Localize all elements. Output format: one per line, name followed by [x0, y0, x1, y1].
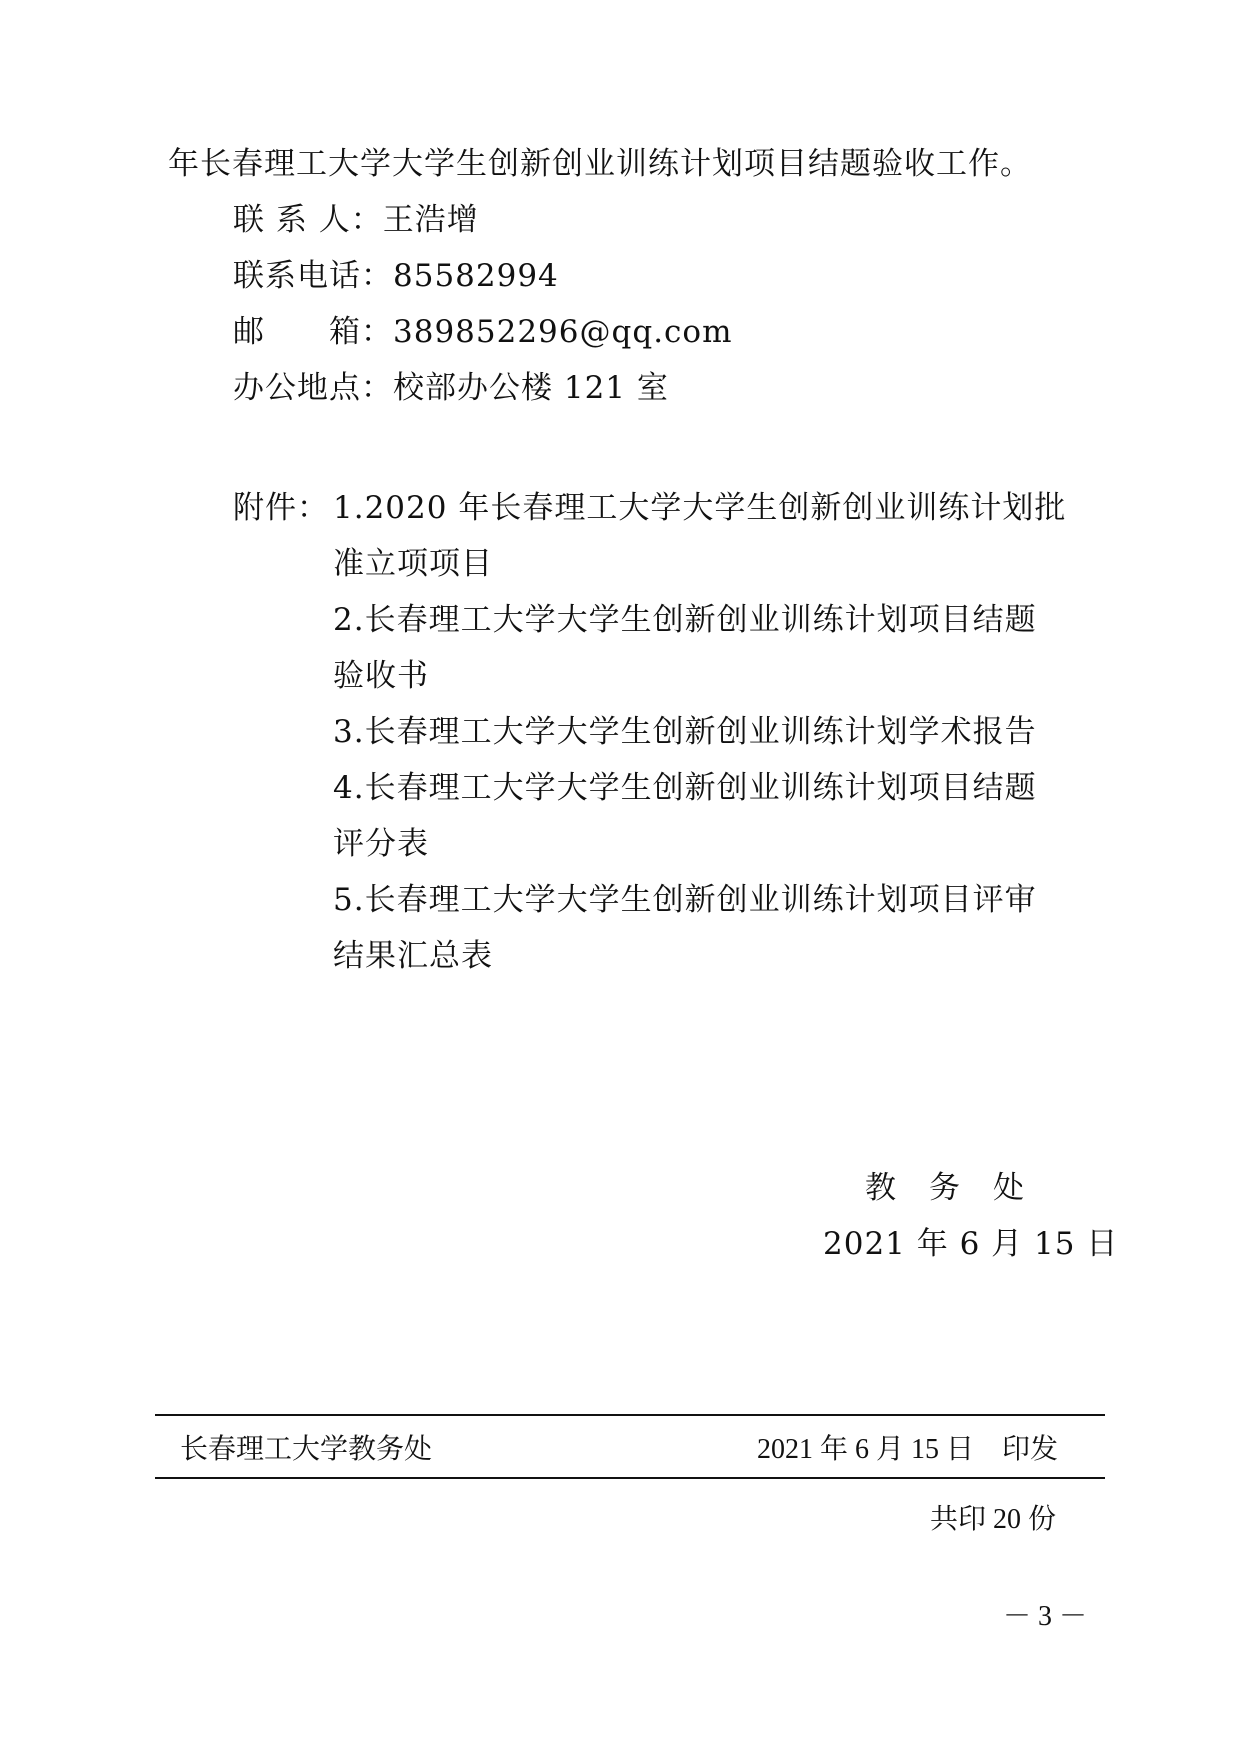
- contact-person-value: 王浩增: [382, 202, 479, 238]
- page-number: － 3 －: [1003, 1601, 1088, 1632]
- body-continuation: 年长春理工大学大学生创新创业训练计划项目结题验收工作。: [168, 146, 1032, 182]
- footer-top-rule: [155, 1414, 1105, 1416]
- attachment-4-line1: 4.长春理工大学大学生创新创业训练计划项目结题: [333, 770, 1037, 806]
- signature-date: 2021 年 6 月 15 日: [823, 1226, 1119, 1262]
- contact-email-value: 389852296@qq.com: [393, 314, 733, 350]
- attachment-4-line2: 评分表: [333, 826, 429, 862]
- attachments-label: 附件：: [233, 490, 329, 526]
- contact-person-label: 联 系 人：: [233, 202, 383, 238]
- contact-email: [233, 312, 732, 352]
- attachment-2-line2: 验收书: [333, 658, 429, 694]
- attachment-5-line1: 5.长春理工大学大学生创新创业训练计划项目评审: [333, 882, 1037, 918]
- contact-phone-label: 联系电话：: [233, 258, 393, 294]
- footer-print-date: 2021 年 6 月 15 日 印发: [757, 1434, 1059, 1465]
- contact-phone-value: 85582994: [393, 258, 559, 294]
- attachment-2-line1: 2.长春理工大学大学生创新创业训练计划项目结题: [333, 602, 1037, 638]
- attachment-3-line1: 3.长春理工大学大学生创新创业训练计划学术报告: [333, 714, 1037, 750]
- footer-copies: 共印 20 份: [930, 1504, 1057, 1535]
- contact-office-value: 校部办公楼 121 室: [393, 370, 669, 406]
- contact-phone: [233, 256, 559, 296]
- attachment-1-line2: 准立项项目: [333, 546, 493, 582]
- footer-bottom-rule: [155, 1477, 1105, 1479]
- contact-email-label: 邮 箱：: [233, 314, 393, 350]
- contact-office: [233, 368, 669, 408]
- signature-issuer: 教 务 处: [865, 1170, 1025, 1206]
- contact-office-label: 办公地点：: [233, 370, 393, 406]
- attachment-5-line2: 结果汇总表: [333, 938, 493, 974]
- footer-org: 长春理工大学教务处: [180, 1434, 433, 1465]
- contact-person: [233, 200, 479, 240]
- attachment-1-line1: 1.2020 年长春理工大学大学生创新创业训练计划批: [333, 490, 1067, 526]
